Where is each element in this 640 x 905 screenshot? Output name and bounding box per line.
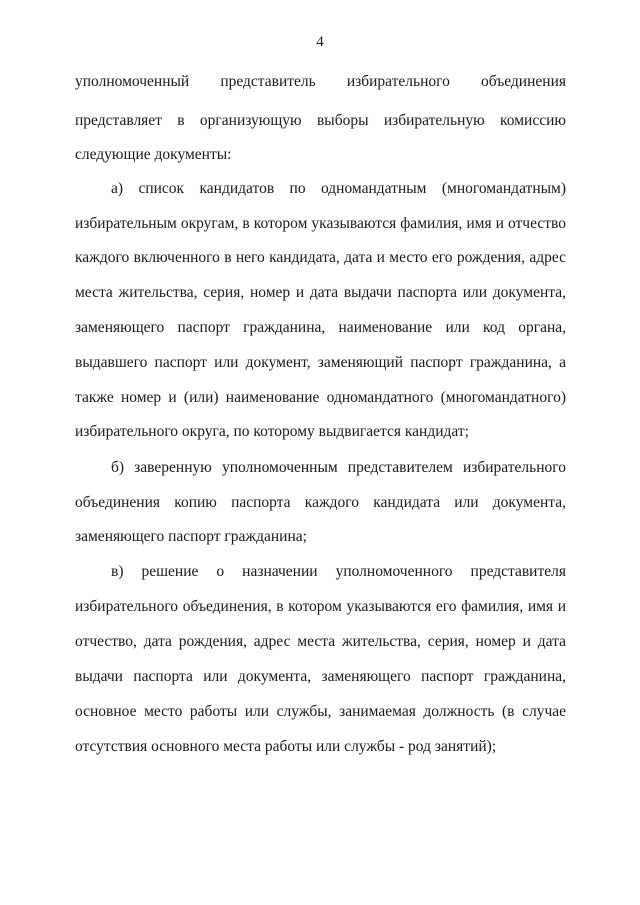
text-line: выдавшего паспорт или документ, заменяющий паспорт гражданина, а [75, 354, 566, 371]
text-line: заменяющего паспорт гражданина, наименование или код органа, [75, 319, 566, 336]
page-number: 4 [316, 34, 324, 50]
text-line: уполномоченный представитель избирательного объединения [75, 73, 566, 90]
text-line: отсутствия основного места работы или службы - род занятий); [75, 738, 497, 755]
text-line: представляет в организующую выборы избирательную комиссию [75, 112, 566, 129]
text-line: следующие документы: [75, 146, 232, 163]
text-line: в) решение о назначении уполномоченного представителя [111, 563, 566, 580]
text-line: объединения копию паспорта каждого кандидата или документа, [75, 494, 566, 511]
text-line: избирательного объединения, в котором указываются его фамилия, имя и [75, 598, 566, 615]
text-line: заменяющего паспорт гражданина; [75, 528, 307, 545]
text-line: каждого включенного в него кандидата, дата и место его рождения, адрес [75, 249, 566, 266]
text-line: б) заверенную уполномоченным представителем избирательного [111, 459, 566, 476]
text-line: места жительства, серия, номер и дата выдачи паспорта или документа, [75, 284, 566, 301]
text-line: отчество, дата рождения, адрес места жительства, серия, номер и дата [75, 633, 566, 650]
text-line: выдачи паспорта или документа, заменяющего паспорт гражданина, [75, 668, 566, 685]
text-line: избирательного округа, по которому выдвигается кандидат; [75, 423, 469, 440]
text-line: а) список кандидатов по одномандатным (многомандатным) [111, 180, 566, 197]
text-line: основное место работы или службы, занимаемая должность (в случае [75, 703, 566, 720]
text-line: избирательным округам, в котором указываются фамилия, имя и отчество [75, 215, 566, 232]
text-line: также номер и (или) наименование одномандатного (многомандатного) [75, 389, 566, 406]
